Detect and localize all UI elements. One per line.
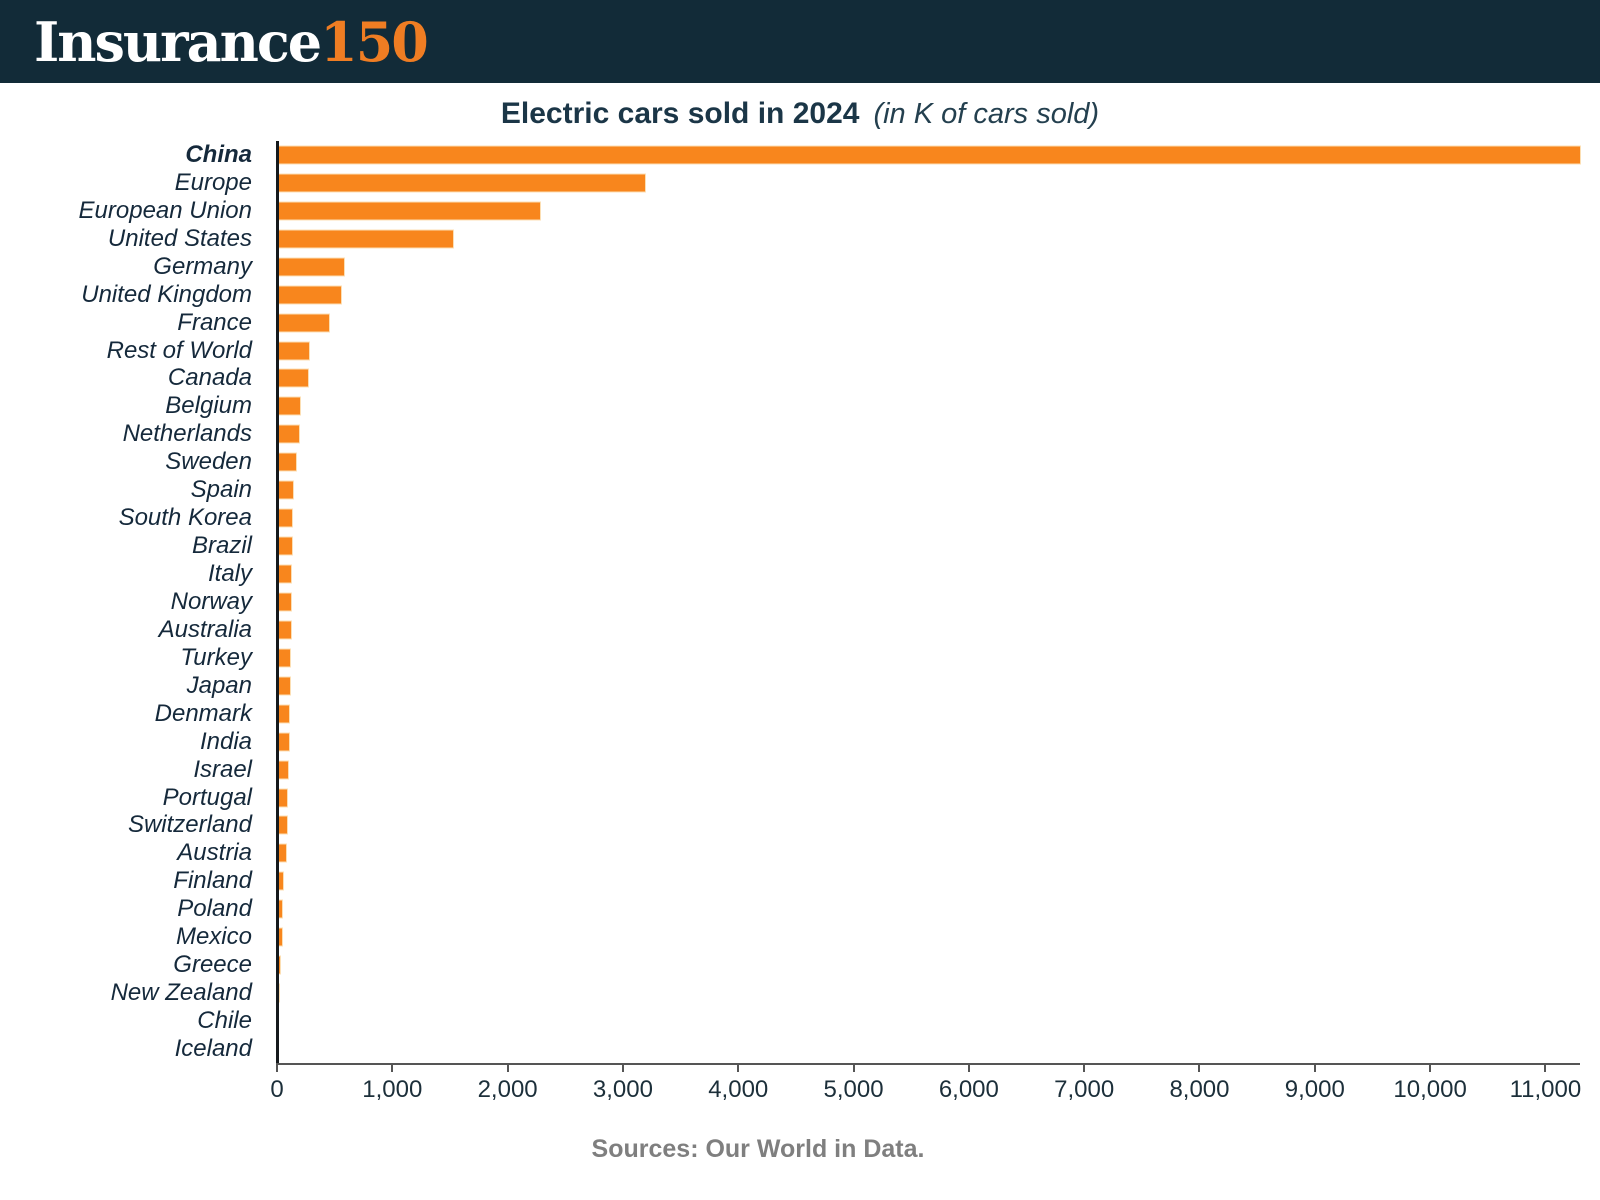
bar-row — [0, 1007, 1600, 1035]
x-tick — [507, 1063, 509, 1072]
x-tick-label: 3,000 — [592, 1076, 653, 1103]
bar-chart — [0, 141, 1600, 1063]
x-tick — [1544, 1063, 1546, 1072]
bar — [277, 454, 296, 471]
bar-track — [277, 812, 1580, 840]
bar-row — [0, 141, 1600, 169]
x-tick-label: 6,000 — [938, 1076, 999, 1103]
bar — [277, 342, 309, 359]
header-bar — [0, 0, 1600, 83]
bar-track — [277, 951, 1580, 979]
category-label: Mexico — [175, 923, 252, 951]
bar-row — [0, 728, 1600, 756]
bar-row — [0, 392, 1600, 420]
bar-track — [277, 839, 1580, 867]
bar-track — [277, 448, 1580, 476]
x-tick-label: 5,000 — [823, 1076, 884, 1103]
category-label: Rest of World — [106, 336, 252, 364]
category-label: Italy — [207, 560, 252, 588]
bar-row — [0, 169, 1600, 197]
x-tick-label: 10,000 — [1393, 1076, 1467, 1103]
bar-track — [277, 588, 1580, 616]
bar — [277, 621, 291, 638]
bar-track — [277, 225, 1580, 253]
bar-row — [0, 365, 1600, 393]
bar-track — [277, 867, 1580, 895]
category-label: Netherlands — [122, 420, 252, 448]
bar-row — [0, 616, 1600, 644]
bar-track — [277, 700, 1580, 728]
bar-track — [277, 895, 1580, 923]
bar-track — [277, 309, 1580, 337]
category-label: New Zealand — [110, 979, 252, 1007]
bar-track — [277, 476, 1580, 504]
bar-row — [0, 448, 1600, 476]
bar — [277, 482, 293, 499]
bar — [277, 230, 453, 247]
bar-track — [277, 979, 1580, 1007]
x-tick-label: 2,000 — [477, 1076, 538, 1103]
bar-track — [277, 728, 1580, 756]
bar-track — [277, 141, 1580, 169]
bar — [277, 146, 1580, 163]
category-label: United States — [107, 224, 252, 252]
bar-track — [277, 784, 1580, 812]
bar-track — [277, 756, 1580, 784]
x-tick-label: 8,000 — [1169, 1076, 1230, 1103]
bar-track — [277, 923, 1580, 951]
bar-row — [0, 309, 1600, 337]
x-tick — [853, 1063, 855, 1072]
bar-row — [0, 644, 1600, 672]
bar — [277, 426, 299, 443]
y-axis-line — [276, 141, 279, 1065]
x-axis — [270, 1063, 1582, 1111]
bar-row — [0, 1035, 1600, 1063]
x-tick — [1198, 1063, 1200, 1072]
category-label: China — [185, 140, 252, 168]
category-label: Germany — [153, 252, 252, 280]
bar-row — [0, 672, 1600, 700]
category-label: Belgium — [165, 392, 252, 420]
bar — [277, 286, 341, 303]
category-label: Brazil — [191, 532, 252, 560]
category-label: Europe — [174, 168, 252, 196]
category-label: South Korea — [118, 504, 252, 532]
bar-row — [0, 197, 1600, 225]
x-tick-label: 4,000 — [708, 1076, 769, 1103]
chart-title-row — [0, 87, 1600, 141]
bar-track — [277, 560, 1580, 588]
category-label: India — [199, 727, 252, 755]
bar — [277, 566, 291, 583]
bar-row — [0, 895, 1600, 923]
bar-row — [0, 923, 1600, 951]
category-label: Austria — [177, 839, 252, 867]
category-label: Turkey — [180, 643, 252, 671]
brand-logo-text: Insurance — [34, 9, 321, 74]
category-label: Finland — [173, 867, 252, 895]
bar-track — [277, 169, 1580, 197]
bar — [277, 593, 291, 610]
category-label: Iceland — [174, 1034, 252, 1062]
x-tick — [1429, 1063, 1431, 1072]
category-label: Chile — [197, 1007, 252, 1035]
bar-row — [0, 225, 1600, 253]
x-tick — [1314, 1063, 1316, 1072]
bar-track — [277, 1035, 1580, 1063]
bar-row — [0, 504, 1600, 532]
bar-row — [0, 560, 1600, 588]
x-tick — [1083, 1063, 1085, 1072]
x-tick-label: 0 — [270, 1076, 284, 1103]
bar-track — [277, 420, 1580, 448]
bar-row — [0, 812, 1600, 840]
bar-row — [0, 700, 1600, 728]
bar-track — [277, 337, 1580, 365]
bar-track — [277, 672, 1580, 700]
brand-logo-number: 150 — [320, 9, 427, 74]
bar — [277, 174, 645, 191]
bar — [277, 510, 292, 527]
bar-row — [0, 532, 1600, 560]
bar-track — [277, 644, 1580, 672]
category-label: Portugal — [162, 783, 252, 811]
bar-track — [277, 1007, 1580, 1035]
category-label: Norway — [170, 587, 252, 615]
category-label: European Union — [78, 196, 252, 224]
bar-track — [277, 253, 1580, 281]
bar-row — [0, 420, 1600, 448]
bar — [277, 538, 292, 555]
x-tick-label: 7,000 — [1054, 1076, 1115, 1103]
bar-row — [0, 839, 1600, 867]
x-tick — [391, 1063, 393, 1072]
bar-row — [0, 253, 1600, 281]
bar-track — [277, 365, 1580, 393]
bar-track — [277, 504, 1580, 532]
bar-row — [0, 979, 1600, 1007]
category-label: Canada — [167, 364, 252, 392]
category-label: Spain — [190, 476, 252, 504]
bar — [277, 202, 540, 219]
x-tick — [276, 1063, 278, 1072]
source-text: Sources: Our World in Data. — [591, 1135, 925, 1163]
category-label: Poland — [177, 895, 252, 923]
category-label: Australia — [158, 615, 252, 643]
bar-row — [0, 951, 1600, 979]
bar-row — [0, 867, 1600, 895]
x-tick-label: 11,000 — [1509, 1076, 1582, 1103]
x-tick — [622, 1063, 624, 1072]
bar-track — [277, 616, 1580, 644]
x-tick — [737, 1063, 739, 1072]
bar-track — [277, 281, 1580, 309]
category-label: Sweden — [165, 448, 252, 476]
bar-row — [0, 756, 1600, 784]
bar — [277, 258, 344, 275]
bar-track — [277, 532, 1580, 560]
bar-row — [0, 476, 1600, 504]
x-tick-label: 9,000 — [1284, 1076, 1345, 1103]
x-tick-label: 1,000 — [362, 1076, 423, 1103]
brand-logo — [34, 9, 427, 74]
x-tick — [968, 1063, 970, 1072]
category-label: Greece — [173, 951, 252, 979]
chart-title: Electric cars sold in 2024 — [500, 97, 860, 130]
bar-row — [0, 281, 1600, 309]
chart-subtitle: (in K of cars sold) — [873, 97, 1100, 130]
bar-row — [0, 337, 1600, 365]
bar — [277, 398, 300, 415]
bar-row — [0, 588, 1600, 616]
category-label: Israel — [193, 755, 252, 783]
bar-track — [277, 392, 1580, 420]
category-label: Switzerland — [127, 811, 252, 839]
source-row — [0, 1135, 1600, 1164]
bar-track — [277, 197, 1580, 225]
bar-rows — [0, 141, 1600, 1063]
bar — [277, 370, 308, 387]
bar — [277, 314, 329, 331]
category-label: France — [177, 308, 252, 336]
category-label: United Kingdom — [81, 280, 252, 308]
category-label: Denmark — [154, 699, 252, 727]
bar-row — [0, 784, 1600, 812]
category-label: Japan — [186, 671, 252, 699]
